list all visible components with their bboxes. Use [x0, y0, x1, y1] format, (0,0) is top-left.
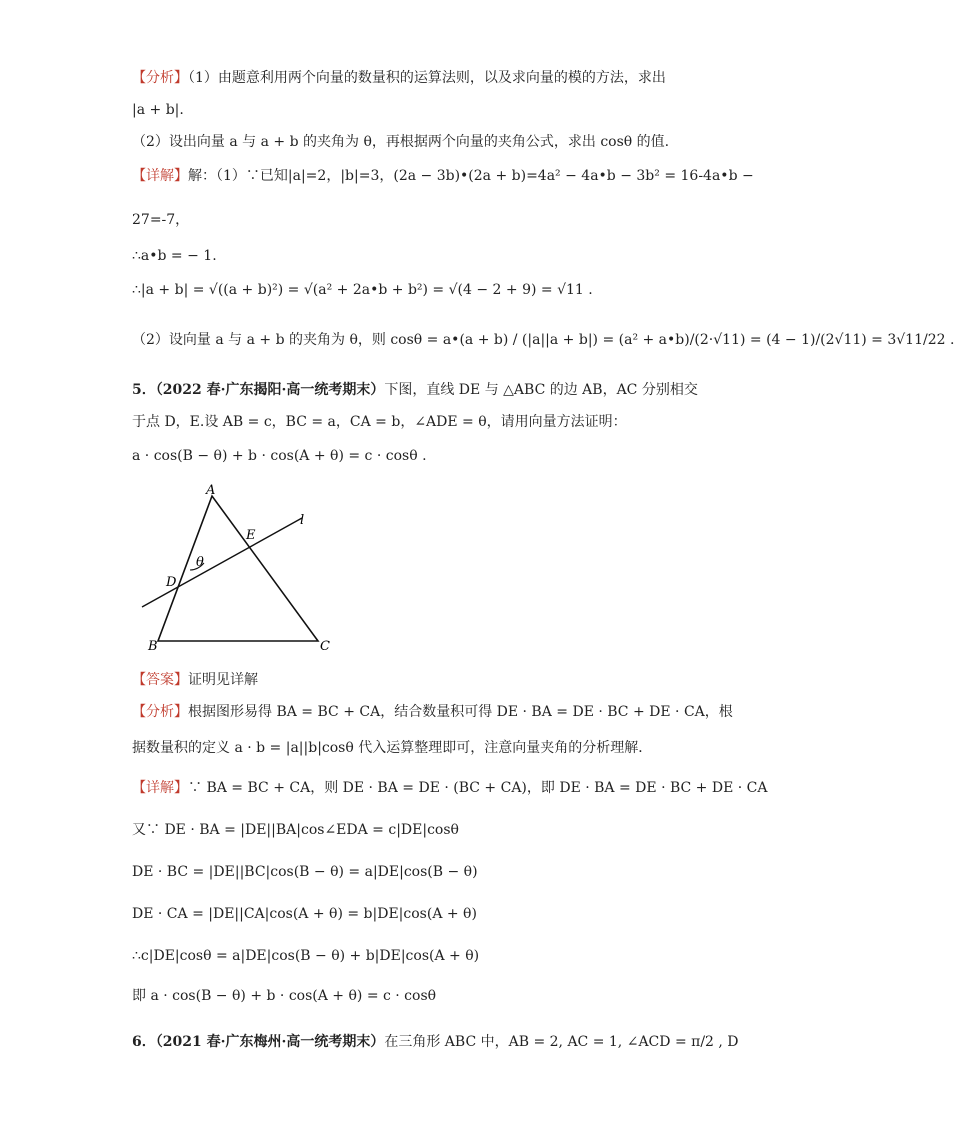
line-l — [142, 518, 302, 607]
problem-5-line-3: a · cos(B − θ) + b · cos(A + θ) = c · cosθ . — [132, 448, 427, 464]
analysis5-line-2: 据数量积的定义 a · b = |a||b|cosθ 代入运算整理即可，注意向量夹角的分析理解． — [132, 740, 653, 756]
label-c: C — [320, 639, 330, 654]
detail5-line-1: 【详解】∵ BA = BC + CA，则 DE · BA = DE · (BC + CA)，即 DE · BA = DE · BC + DE · CA — [132, 780, 768, 796]
detail-line-3: ∴a•b = − 1. — [132, 248, 217, 264]
analysis-line-2: |a + b|. — [132, 102, 184, 118]
label-l: l — [300, 513, 305, 528]
analysis5-tag: 【分析】 — [132, 704, 188, 720]
detail5-line-2: 又∵ DE · BA = |DE||BA|cos∠EDA = c|DE|cosθ — [132, 822, 459, 838]
problem6-source: （2021 春·广东梅州·高一统考期末） — [155, 1034, 385, 1050]
label-b: B — [148, 639, 158, 654]
detail5-line-6: 即 a · cos(B − θ) + b · cos(A + θ) = c · cosθ — [132, 988, 437, 1004]
analysis-line-3: （2）设出向量 a 与 a + b 的夹角为 θ，再根据两个向量的夹角公式，求出 cosθ 的值. — [132, 134, 670, 150]
detail-line-2: 27=-7， — [132, 212, 190, 228]
answer-line: 【答案】证明见详解 — [132, 672, 258, 688]
answer-tag: 【答案】 — [132, 672, 188, 688]
analysis5-line-1: 【分析】根据图形易得 BA = BC + CA，结合数量积可得 DE · BA = DE · BC + DE · CA，根 — [132, 704, 733, 720]
problem-5-line-1: 5．（2022 春·广东揭阳·高一统考期末）下图，直线 DE 与 △ABC 的边 AB，AC 分别相交 — [132, 382, 698, 398]
problem-6-line: 6．（2021 春·广东梅州·高一统考期末）在三角形 ABC 中，AB = 2, AC = 1, ∠ACD = π/2 , D — [132, 1034, 739, 1050]
detail5-line-5: ∴c|DE|cosθ = a|DE|cos(B − θ) + b|DE|cos(A + θ) — [132, 948, 480, 964]
problem-source: （2022 春·广东揭阳·高一统考期末） — [155, 382, 385, 398]
detail5-tag: 【详解】 — [132, 780, 188, 796]
label-theta: θ — [196, 555, 204, 570]
problem-number: 5． — [132, 382, 156, 398]
label-e: E — [246, 528, 256, 543]
analysis-tag: 【分析】 — [132, 70, 188, 86]
analysis-line-1: 【分析】（1）由题意利用两个向量的数量积的运算法则，以及求向量的模的方法，求出 — [132, 70, 666, 86]
detail-tag: 【详解】 — [132, 168, 188, 184]
detail5-line-3: DE · BC = |DE||BC|cos(B − θ) = a|DE|cos(B − θ) — [132, 864, 478, 880]
problem6-number: 6． — [132, 1034, 156, 1050]
label-d: D — [166, 575, 177, 590]
problem-5-line-2: 于点 D，E.设 AB = c，BC = a，CA = b，∠ADE = θ，请用向量方法证明： — [132, 414, 627, 430]
detail-line-1: 【详解】解：（1）∵已知|a|=2，|b|=3，(2a − 3b)•(2a + b)=4a² − 4a•b − 3b² = 16-4a•b − — [132, 168, 754, 184]
label-a: A — [206, 483, 216, 498]
triangle-figure — [130, 478, 340, 653]
detail-line-5: （2）设向量 a 与 a + b 的夹角为 θ，则 cosθ = a•(a + b) / (|a||a + b|) = (a² + a•b)/(2·√11) = (4 − 1)/(2√11) = 3√11/22 . — [132, 332, 954, 348]
triangle-abc — [158, 496, 318, 641]
detail-line-4: ∴|a + b| = √((a + b)²) = √(a² + 2a•b + b²) = √(4 − 2 + 9) = √11 . — [132, 282, 593, 298]
detail5-line-4: DE · CA = |DE||CA|cos(A + θ) = b|DE|cos(A + θ) — [132, 906, 477, 922]
